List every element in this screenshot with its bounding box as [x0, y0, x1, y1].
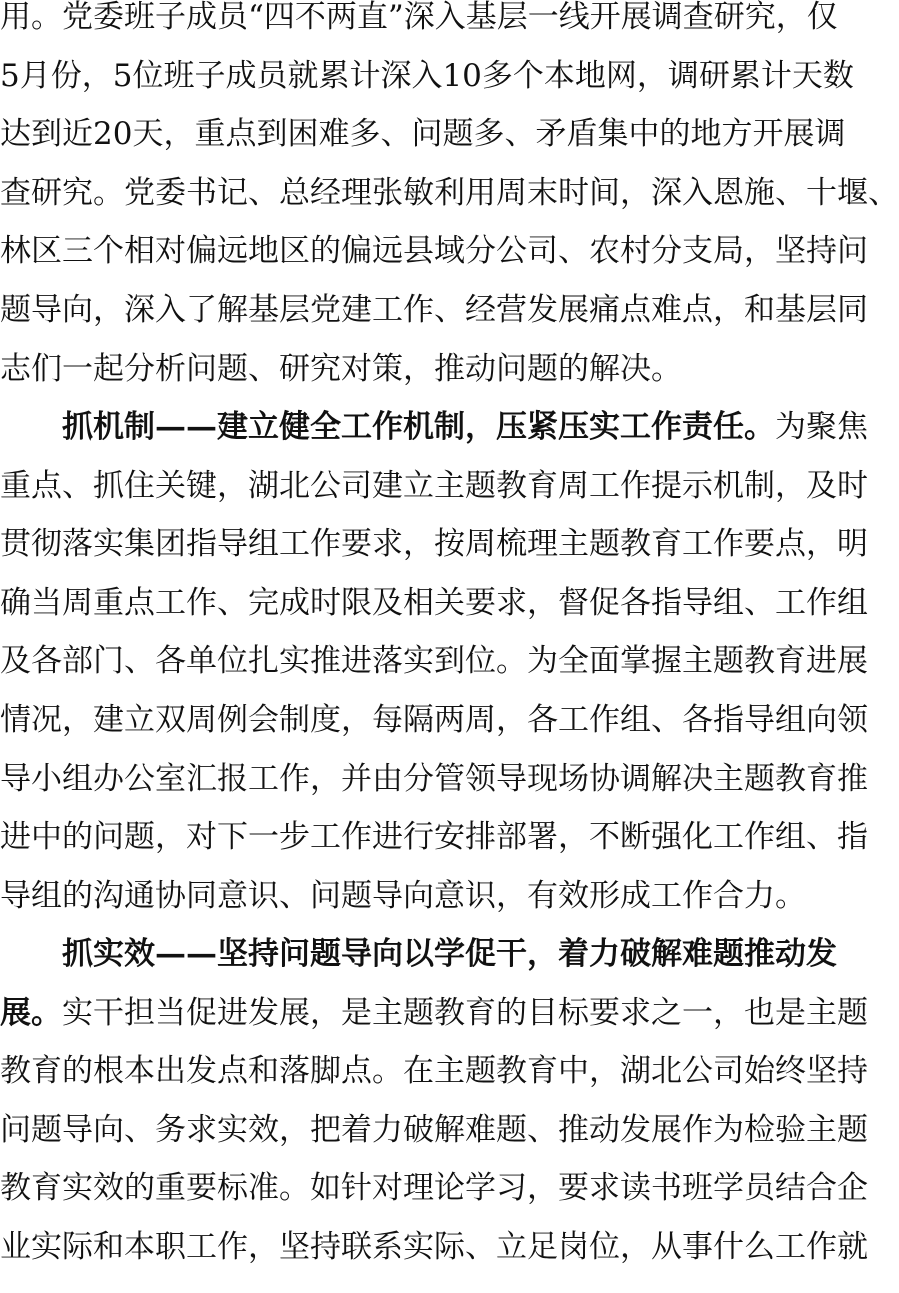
text-line: 5月份，5位班子成员就累计深入10多个本地网，调研累计天数: [0, 57, 854, 94]
text-line: 教育实效的重要标准。如针对理论学习，要求读书班学员结合企: [0, 1170, 868, 1207]
text-line: 导组的沟通协同意识、问题导向意识，有效形成工作合力。: [0, 877, 806, 914]
text-line: 达到近20天，重点到困难多、问题多、矛盾集中的地方开展调: [0, 116, 846, 153]
section-heading: 抓机制——建立健全工作机制，压紧压实工作责任。: [62, 409, 775, 445]
paragraph-3: [0, 925, 868, 1277]
text-line: [0, 984, 868, 1043]
paragraph-1: [0, 0, 899, 398]
text-line: [0, 398, 868, 457]
text-line: 用。党委班子成员“四不两直”深入基层一线开展调查研究，仅: [0, 0, 838, 35]
text-line: 业实际和本职工作，坚持联系实际、立足岗位，从事什么工作就: [0, 1228, 868, 1265]
text-line: 及各部门、各单位扎实推进落实到位。为全面掌握主题教育进展: [0, 643, 868, 680]
text-line: 导小组办公室汇报工作，并由分管领导现场协调解决主题教育推: [0, 760, 868, 797]
paragraph-2: [0, 398, 868, 925]
text-line: 查研究。党委书记、总经理张敏利用周末时间，深入恩施、十堰、: [0, 174, 899, 211]
text-line: 情况，建立双周例会制度，每隔两周，各工作组、各指导组向领: [0, 701, 868, 738]
text-line: 林区三个相对偏远地区的偏远县域分公司、农村分支局，坚持问: [0, 233, 868, 270]
text-line: 贯彻落实集团指导组工作要求，按周梳理主题教育工作要点，明: [0, 526, 868, 563]
text-line: 志们一起分析问题、研究对策，推动问题的解决。: [0, 350, 682, 387]
text-line: 问题导向、务求实效，把着力破解难题、推动发展作为检验主题: [0, 1111, 868, 1148]
text-run: 为聚焦: [775, 409, 868, 445]
section-heading: 抓实效——坚持问题导向以学促干，着力破解难题推动发: [62, 936, 837, 972]
section-heading-end: 展。: [0, 994, 62, 1031]
text-line: 重点、抓住关键，湖北公司建立主题教育周工作提示机制，及时: [0, 467, 868, 504]
text-line: 进中的问题，对下一步工作进行安排部署，不断强化工作组、指: [0, 819, 868, 856]
text-line: 题导向，深入了解基层党建工作、经营发展痛点难点，和基层同: [0, 291, 868, 328]
text-line: 教育的根本出发点和落脚点。在主题教育中，湖北公司始终坚持: [0, 1053, 868, 1090]
text-run: 实干担当促进发展，是主题教育的目标要求之一，也是主题: [62, 994, 868, 1031]
text-line: 确当周重点工作、完成时限及相关要求，督促各指导组、工作组: [0, 584, 868, 621]
